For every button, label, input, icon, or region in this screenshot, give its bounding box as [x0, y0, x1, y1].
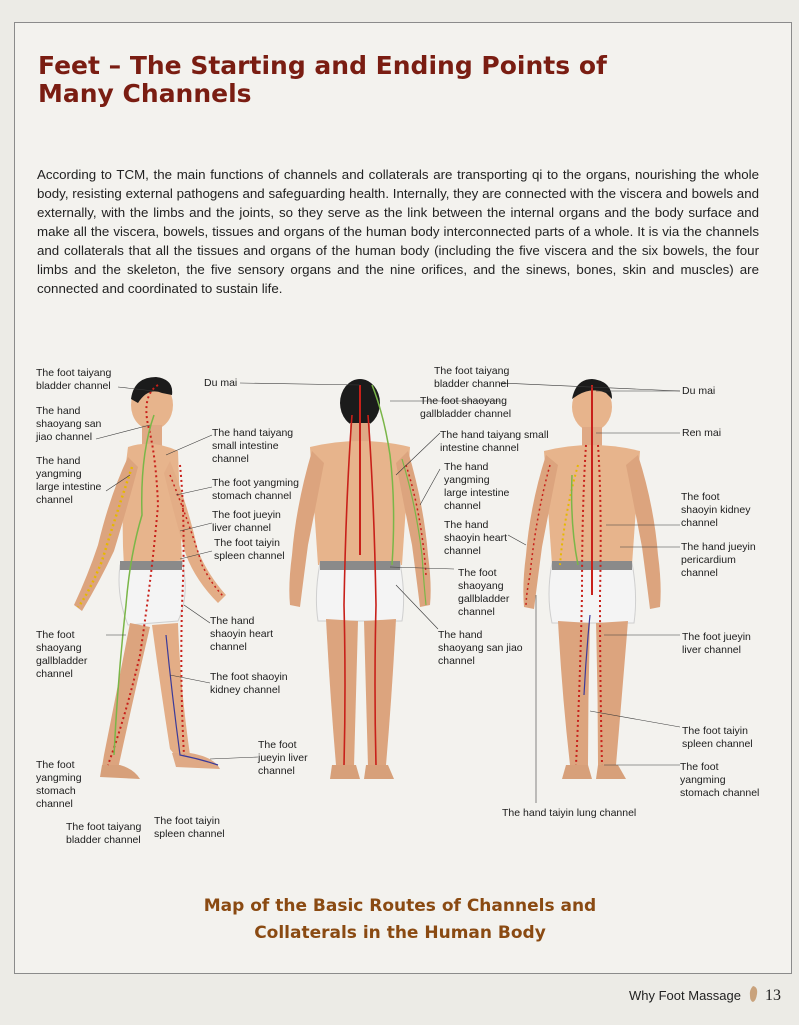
label-front-foot-shaoyin-kidney: The foot shaoyin kidney channel — [681, 491, 751, 529]
label-back-foot-shaoyang-gallbladder: The foot shaoyang gallbladder channel — [420, 395, 512, 420]
label-front-foot-taiyin-spleen: The foot taiyin spleen channel — [682, 725, 753, 750]
label-side-hand-shaoyang-san-jiao: The hand shaoyang san jiao channel — [36, 405, 102, 443]
label-side-hand-taiyang-small-intestine: The hand taiyang small intestine channel — [212, 427, 294, 465]
label-side-foot-taiyang-bladder: The foot taiyang bladder channel — [36, 367, 112, 392]
label-side-du-mai: Du mai — [204, 377, 238, 389]
label-back-hand-shaoyang-san-jiao: The hand shaoyang san jiao channel — [438, 629, 523, 667]
figure-caption — [100, 893, 700, 947]
page-number: 13 — [765, 986, 781, 1004]
label-side-hand-yangming-large-intestine: The hand yangming large intestine channel — [36, 455, 102, 506]
label-back-hand-yangming-large-intestine: The hand yangming large intestine channel — [444, 461, 510, 512]
footer-section-title: Why Foot Massage — [629, 988, 741, 1003]
label-side-foot-shaoyin-kidney: The foot shaoyin kidney channel — [210, 671, 288, 696]
back-figure — [289, 379, 430, 779]
label-front-hand-taiyin-lung: The hand taiyin lung channel — [502, 807, 637, 819]
label-front-foot-jueyin-liver: The foot jueyin liver channel — [682, 631, 751, 656]
page-footer — [629, 985, 781, 1006]
label-side-foot-jueyin-liver-2: The foot jueyin liver channel — [258, 739, 308, 777]
label-side-foot-taiyang-bladder-2: The foot taiyang bladder channel — [66, 821, 142, 846]
label-side-hand-shaoyin-heart: The hand shaoyin heart channel — [210, 615, 274, 653]
label-side-foot-jueyin-liver: The foot jueyin liver channel — [212, 509, 281, 534]
intro-paragraph: According to TCM, the main functions of channels and collaterals are transporting qi to the organs, nourishing the whole body, resisting external pathogens and safeguarding health. Internally, they are connected with the viscera and bowels and externally, with the limbs and the joints, so they serve as the link between the internal organs and the body surface and make all the viscera, bowels, tissues and organs of the human body interconnected parts of a whole. It is via the channels and collaterals that all the tissues and organs of the human body (including the five viscera and the six bowels, the four limbs and the skeleton, the five sensory organs and the nine orifices, and the sinews, bones, skin and muscles) are connected and coordinated to sustain life. — [37, 167, 759, 296]
page-title — [38, 52, 738, 108]
label-back-hand-taiyang-small-intestine: The hand taiyang small intestine channel — [440, 429, 549, 454]
label-side-foot-yangming-stomach-2: The foot yangming stomach channel — [36, 759, 82, 810]
label-side-foot-yangming-stomach: The foot yangming stomach channel — [212, 477, 299, 502]
label-back-hand-shaoyin-heart: The hand shaoyin heart channel — [444, 519, 508, 557]
title-line-2: Many Channels — [38, 79, 252, 108]
label-side-foot-taiyin-spleen: The foot taiyin spleen channel — [214, 537, 285, 562]
body-illustration — [30, 355, 770, 855]
label-front-foot-yangming-stomach: The foot yangming stomach channel — [680, 761, 760, 799]
label-side-foot-shaoyang-gallbladder: The foot shaoyang gallbladder channel — [36, 629, 88, 680]
label-back-foot-taiyang-bladder: The foot taiyang bladder channel — [434, 365, 510, 390]
label-back-foot-shaoyang-gallbladder-2: The foot shaoyang gallbladder channel — [458, 567, 510, 618]
foot-icon — [747, 985, 759, 1006]
channel-map-figure — [30, 355, 770, 855]
label-front-hand-jueyin-pericardium: The hand jueyin pericardium channel — [681, 541, 756, 579]
label-side-foot-taiyin-spleen-2: The foot taiyin spleen channel — [154, 815, 225, 840]
caption-line-2: Collaterals in the Human Body — [254, 923, 546, 943]
label-front-ren-mai: Ren mai — [682, 427, 722, 439]
caption-line-1: Map of the Basic Routes of Channels and — [203, 896, 597, 916]
label-front-du-mai: Du mai — [682, 385, 716, 397]
title-line-1: Feet – The Starting and Ending Points of — [38, 51, 607, 80]
